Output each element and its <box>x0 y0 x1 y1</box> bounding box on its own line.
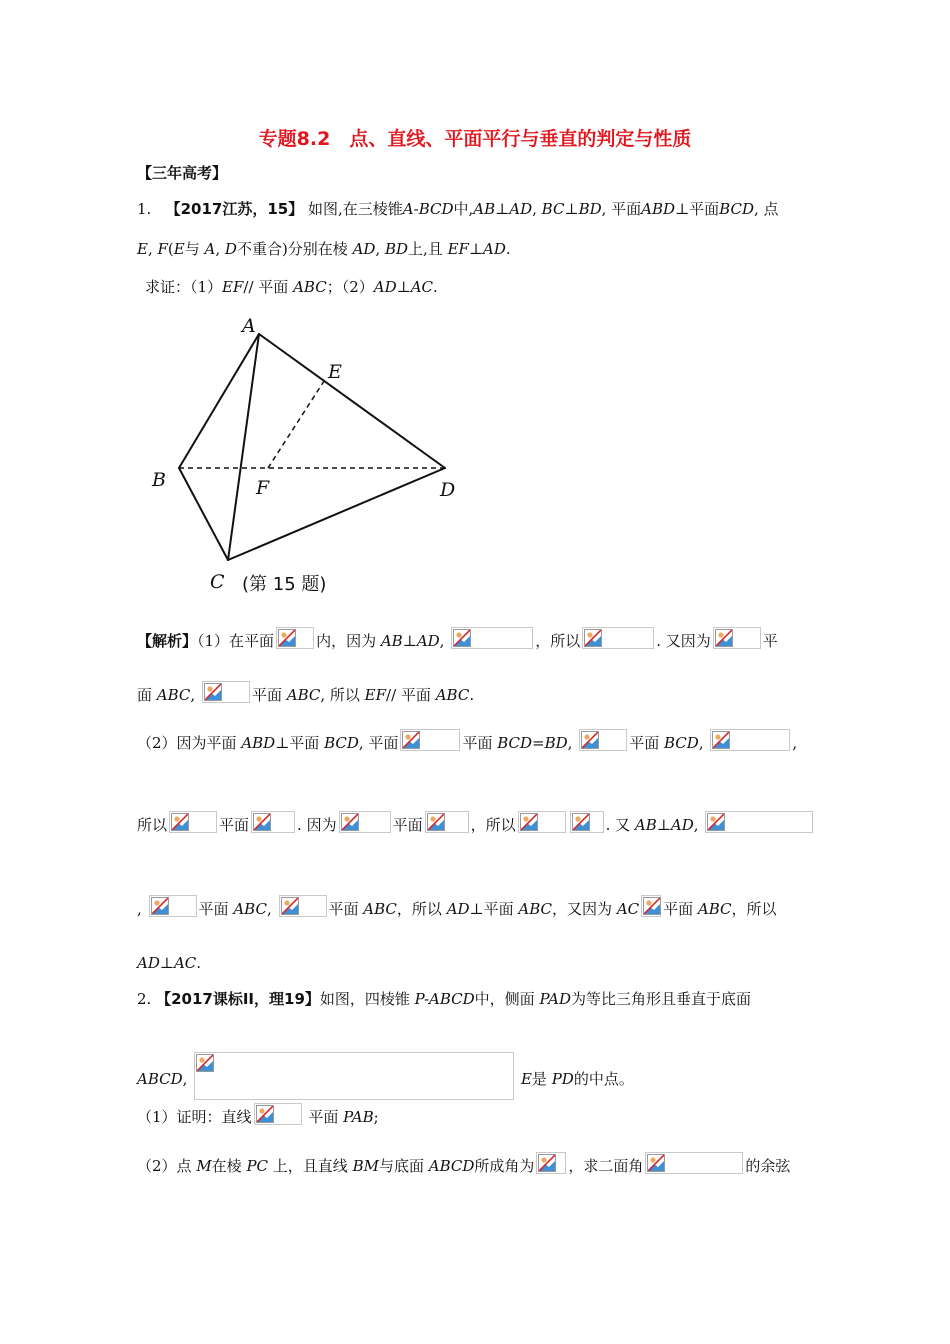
text-run: 2. <box>137 990 157 1008</box>
label-b: B <box>152 469 166 491</box>
text-run: . 又 <box>605 816 635 834</box>
math-symbol: BD <box>578 200 602 218</box>
broken-image-icon <box>427 813 445 831</box>
broken-image-icon <box>171 813 189 831</box>
edge-ac <box>228 334 259 560</box>
text-run: 不重合)分别在棱 <box>236 240 353 258</box>
math-symbol: AC <box>616 900 640 918</box>
broken-image-icon <box>278 629 296 647</box>
math-symbol: AD <box>483 240 506 258</box>
text-run: 平面 <box>328 900 364 918</box>
math-symbol: BM <box>352 1157 379 1175</box>
math-symbol: AD <box>509 200 533 218</box>
text-run: 平面 <box>629 734 664 752</box>
text-run: 平面 <box>303 1108 344 1126</box>
math-symbol: ABC <box>286 686 321 704</box>
image-placeholder <box>536 1152 566 1174</box>
text-run: 在棱 <box>211 1157 247 1175</box>
math-symbol: M <box>196 1157 212 1175</box>
math-symbol: ABC <box>156 686 191 704</box>
text-run: ，求二面角 <box>568 1157 644 1175</box>
text-run: 为等比三角形且垂直于底面 <box>571 990 752 1008</box>
edge-bc <box>179 468 228 560</box>
text-run: 平面 <box>251 686 287 704</box>
math-symbol: ABD <box>641 200 676 218</box>
math-symbol: BCD <box>324 734 359 752</box>
image-placeholder <box>705 811 813 833</box>
text-run: // 平面 <box>386 686 436 704</box>
math-symbol: EF <box>222 278 244 296</box>
text-run: 平 <box>762 632 778 650</box>
text-run: （2）点 <box>137 1157 197 1175</box>
text-run: 的中点。 <box>573 1070 634 1088</box>
text-run: 与底面 <box>378 1157 429 1175</box>
broken-image-icon <box>581 731 599 749</box>
broken-image-icon <box>196 1054 214 1072</box>
image-placeholder <box>202 681 250 703</box>
broken-image-icon <box>204 683 222 701</box>
text-run: 上,且 <box>408 240 448 258</box>
bold-text: 【解析】 <box>137 632 198 650</box>
math-symbol: BCD <box>497 734 533 752</box>
image-placeholder <box>194 1052 514 1100</box>
math-symbol: AC <box>410 278 434 296</box>
math-symbol: D <box>224 240 237 258</box>
math-symbol: P-ABCD <box>414 990 475 1008</box>
text-run: ⊥平面 <box>469 900 519 918</box>
text-run: 的余弦 <box>745 1157 791 1175</box>
text-run: 内，因为 <box>316 632 381 650</box>
image-placeholder <box>451 627 533 649</box>
section-heading: 【三年高考】 <box>137 164 228 182</box>
image-placeholder <box>169 811 217 833</box>
text-run: ；（2） <box>326 278 374 296</box>
text-run: , 平面 <box>601 200 642 218</box>
solution-line4 <box>137 814 815 837</box>
broken-image-icon <box>712 731 730 749</box>
q2-line2 <box>137 1056 634 1104</box>
text-run: 上，且直线 <box>268 1157 353 1175</box>
text-run: ⊥ <box>495 200 510 218</box>
image-placeholder <box>570 811 604 833</box>
solution-line3 <box>137 732 797 755</box>
broken-image-icon <box>256 1105 274 1123</box>
text-run: , <box>375 240 385 258</box>
q1-number: 1. <box>137 200 152 218</box>
text-run: ，又因为 <box>552 900 617 918</box>
text-run: , <box>792 734 798 752</box>
text-run: ⊥ <box>396 278 411 296</box>
text-run: （1）在平面 <box>197 632 275 650</box>
image-placeholder <box>279 895 327 917</box>
math-symbol: ABCD <box>137 1070 183 1088</box>
text-run: ⊥ <box>159 954 174 972</box>
label-c: C <box>210 571 225 593</box>
text-run: ⊥平面 <box>675 200 720 218</box>
text-run: 中, <box>453 200 474 218</box>
text-run: , <box>190 686 200 704</box>
math-symbol: EF <box>364 686 387 704</box>
math-symbol: ABD <box>241 734 276 752</box>
text-run: ，所以 <box>396 900 447 918</box>
text-run: 所成角为 <box>474 1157 535 1175</box>
image-placeholder <box>276 627 314 649</box>
broken-image-icon <box>453 629 471 647</box>
image-placeholder <box>710 729 790 751</box>
text-run: . 又因为 <box>656 632 711 650</box>
text-run: ⊥ <box>656 816 671 834</box>
math-symbol: PAD <box>539 990 572 1008</box>
math-symbol: F <box>157 240 168 258</box>
math-symbol: AB <box>380 632 403 650</box>
image-placeholder <box>713 627 761 649</box>
text-run: , 点 <box>753 200 779 218</box>
text-run: 中，侧面 <box>474 990 540 1008</box>
edge-ad <box>259 334 445 468</box>
text-run: , <box>567 734 578 752</box>
math-symbol: PD <box>551 1070 574 1088</box>
math-symbol: PC <box>246 1157 269 1175</box>
text-run: 是 <box>531 1070 552 1088</box>
image-placeholder <box>641 895 661 917</box>
math-symbol: BD <box>384 240 409 258</box>
label-a: A <box>242 315 256 337</box>
math-symbol: ABC <box>363 900 397 918</box>
math-symbol: AD <box>670 816 694 834</box>
text-run: , <box>266 900 277 918</box>
math-symbol: PAB <box>343 1108 374 1126</box>
math-symbol: AB <box>634 816 657 834</box>
solution-line5 <box>137 898 777 921</box>
text-run: . <box>433 278 438 296</box>
text-run: , 平面 <box>358 734 399 752</box>
math-symbol: AC <box>173 954 197 972</box>
q2-line1 <box>137 988 751 1010</box>
image-placeholder <box>400 729 460 751</box>
edge-ab <box>179 334 259 468</box>
broken-image-icon <box>715 629 733 647</box>
text-run: ⊥ <box>468 240 484 258</box>
text-run: . <box>469 686 475 704</box>
math-symbol: ABCD <box>428 1157 475 1175</box>
text-run: , <box>182 1070 193 1088</box>
image-placeholder <box>518 811 566 833</box>
text-run: ，所以 <box>731 900 777 918</box>
math-symbol: E <box>137 240 148 258</box>
pyramid-figure <box>148 312 488 602</box>
broken-image-icon <box>402 731 420 749</box>
math-symbol: A <box>204 240 216 258</box>
q2-line4 <box>137 1155 790 1178</box>
segment-ef-hidden <box>268 378 326 468</box>
text-run: 面 <box>137 686 157 704</box>
figure-caption: (第 15 题) <box>242 574 327 595</box>
text-run: . <box>196 954 202 972</box>
text-run: , <box>439 632 450 650</box>
text-run: , <box>693 816 704 834</box>
text-run: 平面 <box>663 900 698 918</box>
math-symbol: ABC <box>697 900 732 918</box>
text-run: . 因为 <box>297 816 337 834</box>
image-placeholder <box>645 1152 743 1174</box>
pyramid-diagram <box>148 312 488 602</box>
broken-image-icon <box>572 813 590 831</box>
image-placeholder <box>425 811 469 833</box>
text-run: , <box>147 240 158 258</box>
text-run: 与 <box>184 240 205 258</box>
text-run: ⊥ <box>402 632 417 650</box>
q1-line2 <box>137 238 511 260</box>
q1-text-1 <box>303 200 778 218</box>
image-placeholder <box>579 729 627 751</box>
math-symbol: AD <box>373 278 397 296</box>
image-placeholder <box>254 1103 302 1125</box>
text-run: ，所以 <box>535 632 581 650</box>
text-run: 如图,在三棱锥 <box>303 200 403 218</box>
q1-prove <box>145 276 438 298</box>
math-symbol: BD <box>544 734 568 752</box>
text-run: 如图，四棱锥 <box>319 990 415 1008</box>
math-symbol: AD <box>416 632 440 650</box>
broken-image-icon <box>538 1154 556 1172</box>
broken-image-icon <box>584 629 602 647</box>
math-symbol: ABC <box>293 278 327 296</box>
text-run: ⊥平面 <box>275 734 325 752</box>
text-run: （1）证明：直线 <box>137 1108 252 1126</box>
solution-line6 <box>137 952 201 974</box>
q2-line3 <box>137 1106 379 1129</box>
text-run: ⊥ <box>564 200 579 218</box>
math-symbol: ABC <box>435 686 470 704</box>
text-run: = <box>532 734 545 752</box>
math-symbol: E <box>173 240 185 258</box>
text-run: 平面 <box>462 734 498 752</box>
math-symbol: AD <box>352 240 376 258</box>
image-placeholder <box>149 895 197 917</box>
broken-image-icon <box>643 897 661 915</box>
q1-line1 <box>137 198 779 220</box>
broken-image-icon <box>281 897 299 915</box>
math-symbol: E <box>520 1070 532 1088</box>
text-run: , <box>137 900 147 918</box>
label-f: F <box>256 477 270 499</box>
text-run: , <box>532 200 542 218</box>
solution-line1 <box>137 630 778 653</box>
bold-text: 【2017课标II，理19】 <box>156 990 320 1008</box>
text-run: 平面 <box>219 816 250 834</box>
label-d: D <box>440 479 456 501</box>
text-run: , <box>215 240 225 258</box>
text-run: . <box>505 240 511 258</box>
broken-image-icon <box>253 813 271 831</box>
math-symbol: ABC <box>518 900 553 918</box>
math-symbol: AB <box>473 200 496 218</box>
text-run: , <box>698 734 709 752</box>
text-run: 所以 <box>137 816 168 834</box>
q1-source: 【2017江苏，15】 <box>165 200 304 218</box>
text-run: 平面 <box>392 816 423 834</box>
label-e: E <box>328 361 342 383</box>
math-symbol: EF <box>447 240 469 258</box>
broken-image-icon <box>341 813 359 831</box>
broken-image-icon <box>647 1154 665 1172</box>
math-symbol: BC <box>541 200 565 218</box>
text-run: 求证：（1） <box>145 278 223 296</box>
text-run: ( <box>167 240 174 258</box>
math-symbol: ABC <box>233 900 267 918</box>
broken-image-icon <box>151 897 169 915</box>
text-run: , 所以 <box>320 686 365 704</box>
broken-image-icon <box>520 813 538 831</box>
math-symbol: BCD <box>664 734 699 752</box>
text-run: ; <box>373 1108 379 1126</box>
math-symbol: AD <box>446 900 470 918</box>
image-placeholder <box>339 811 391 833</box>
image-placeholder <box>582 627 654 649</box>
solution-line2 <box>137 684 474 707</box>
text-run: （2）因为平面 <box>137 734 242 752</box>
math-symbol: AD <box>137 954 160 972</box>
math-symbol: A-BCD <box>402 200 454 218</box>
image-placeholder <box>251 811 295 833</box>
math-symbol: BCD <box>719 200 754 218</box>
broken-image-icon <box>707 813 725 831</box>
text-run: // 平面 <box>243 278 294 296</box>
page-title: 专题8.2 点、直线、平面平行与垂直的判定与性质 <box>258 128 692 150</box>
text-run: 平面 <box>198 900 234 918</box>
text-run: ，所以 <box>470 816 516 834</box>
